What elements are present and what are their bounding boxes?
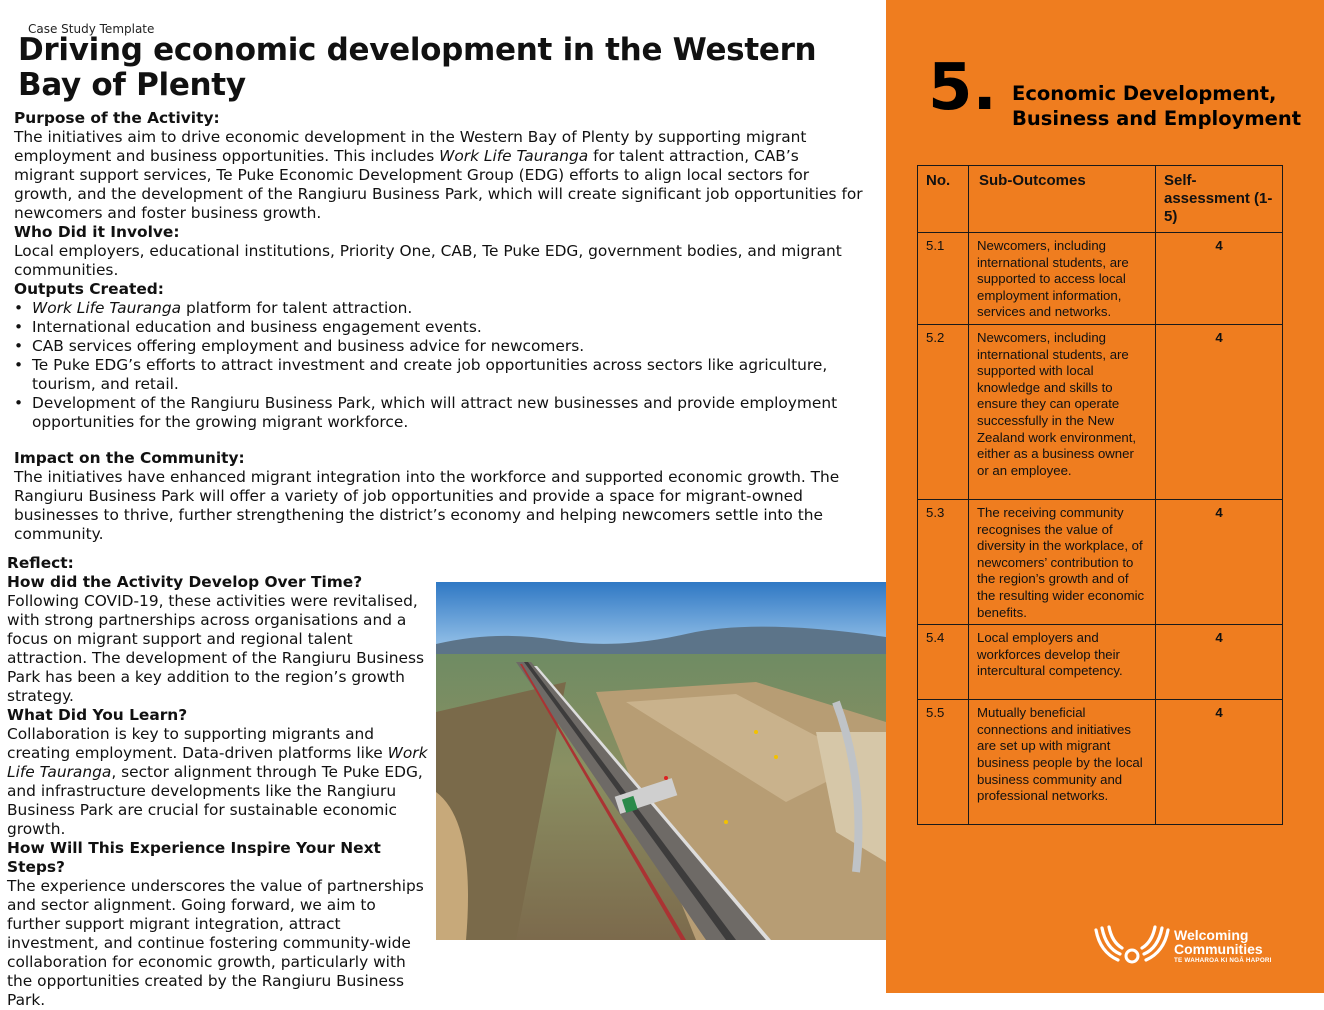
- purpose-heading: Purpose of the Activity:: [14, 109, 220, 127]
- impact-heading: Impact on the Community:: [14, 449, 245, 467]
- reflect-heading: Reflect:: [7, 554, 74, 572]
- outcome-text: Mutually beneficial connections and initiatives are set up with migrant business people by the local business community and professional networks.: [969, 700, 1156, 825]
- business-park-aerial-photo: [436, 582, 886, 940]
- logo-subtitle: TE WAHAROA KI NGĀ HAPORI: [1174, 957, 1272, 964]
- reflect-answer-part: Collaboration is key to supporting migrants and creating employment. Data-driven platforms like: [7, 725, 388, 762]
- table-row: [918, 325, 1283, 500]
- reflect-answer-1: Following COVID-19, these activities were revitalised, with strong partnerships across organisations and a focus on migrant support and regional talent attraction. The development of the Rangiuru Business Park has been a key addition to the region’s growth strategy.: [7, 592, 424, 705]
- reflect-answer-part: , sector alignment through Te Puke EDG, and infrastructure developments like the Rangiuru Business Park are crucial for sustainable economic growth.: [7, 763, 423, 838]
- column-header-sub-outcomes: Sub-Outcomes: [969, 166, 1156, 233]
- welcoming-hands-icon: [1092, 924, 1172, 968]
- reflect-answer-italic: Work Life Tauranga: [7, 744, 428, 781]
- table-row: [918, 233, 1283, 325]
- outcome-number: 5.3: [918, 500, 969, 625]
- outcome-text: The receiving community recognises the value of diversity in the workplace, of newcomers’ contribution to the region’s growth and of the resulting wider economic benefits.: [969, 500, 1156, 625]
- list-item: • Development of the Rangiuru Business Park, which will attract new businesses and provide employment opportunities for the growing migrant workforce.: [14, 394, 864, 432]
- who-text: Local employers, educational institutions, Priority One, CAB, Te Puke EDG, government bodies, and migrant communities.: [14, 242, 842, 279]
- list-item: • Te Puke EDG’s efforts to attract investment and create job opportunities across sectors like agriculture, tourism, and retail.: [14, 356, 864, 394]
- logo-text: [1174, 928, 1272, 965]
- outcome-score: 4: [1156, 625, 1283, 700]
- list-item: • International education and business engagement events.: [14, 318, 864, 337]
- impact-text: The initiatives have enhanced migrant integration into the workforce and supported economic growth. The Rangiuru Business Park will offer a variety of job opportunities and provide a space for migrant-owned businesses to thrive, further strengthening the district’s economy and helping newcomers settle into the community.: [14, 468, 840, 543]
- table-row: [918, 625, 1283, 700]
- outputs-heading: Outputs Created:: [14, 280, 164, 298]
- outcome-text: Newcomers, including international students, are supported with local knowledge and skills to ensure they can operate successfully in the New Zealand work environment, either as a business owner or an employee.: [969, 325, 1156, 500]
- table-row: [918, 500, 1283, 625]
- reflect-question-3: How Will This Experience Inspire Your Next Steps?: [7, 839, 381, 876]
- table-row: [918, 700, 1283, 825]
- section-title: Economic Development, Business and Employment: [1012, 82, 1302, 130]
- outcome-panel: [886, 0, 1324, 993]
- aerial-photo-illustration: [436, 582, 886, 940]
- output-item-text: platform for talent attraction.: [181, 299, 413, 317]
- outcome-number: 5.5: [918, 700, 969, 825]
- column-header-no: No.: [918, 166, 969, 233]
- list-item: [14, 299, 864, 318]
- table-header-row: [918, 166, 1283, 233]
- outcome-number: 5.2: [918, 325, 969, 500]
- purpose-text-part: The initiatives aim to drive economic development in the Western Bay of Plenty by supporting migrant employment and business opportunities. This includes: [14, 128, 807, 165]
- outcome-score: 4: [1156, 233, 1283, 325]
- who-heading: Who Did it Involve:: [14, 223, 180, 241]
- outcome-score: 4: [1156, 500, 1283, 625]
- section-number: 5.: [928, 51, 997, 125]
- sub-outcomes-table: [917, 165, 1283, 825]
- reflect-question-2: What Did You Learn?: [7, 706, 188, 724]
- outcome-text: Newcomers, including international students, are supported to access local employment information, services and networks.: [969, 233, 1156, 325]
- reflect-answer-2: [7, 725, 432, 839]
- outcome-score: 4: [1156, 700, 1283, 825]
- template-label: Case Study Template: [28, 22, 155, 36]
- logo-name-line-1: Welcoming: [1174, 927, 1249, 943]
- outputs-list: [14, 299, 864, 432]
- page-title: Driving economic development in the Western Bay of Plenty: [18, 32, 817, 103]
- column-header-self-assessment: Self-assessment (1-5): [1156, 166, 1283, 233]
- outcome-text: Local employers and workforces develop their intercultural competency.: [969, 625, 1156, 700]
- reflect-question-1: How did the Activity Develop Over Time?: [7, 573, 363, 591]
- outcome-number: 5.1: [918, 233, 969, 325]
- reflect-block: [7, 554, 432, 1010]
- purpose-text: [14, 128, 864, 223]
- purpose-text-italic: Work Life Tauranga: [439, 147, 589, 165]
- output-item-italic: Work Life Tauranga: [32, 299, 182, 317]
- list-item: • CAB services offering employment and business advice for newcomers.: [14, 337, 864, 356]
- logo-name-line-2: Communities: [1174, 941, 1263, 957]
- purpose-text-part: for talent attraction, CAB’s migrant support services, Te Puke Economic Development Group (EDG) efforts to align local sectors for growth, and the development of the Rangiuru Business Park, which will create significant job opportunities for newcomers and foster business growth.: [14, 147, 863, 222]
- welcoming-communities-logo: [1092, 924, 1282, 968]
- outcome-score: 4: [1156, 325, 1283, 500]
- reflect-answer-3: The experience underscores the value of partnerships and sector alignment. Going forward, we aim to further support migrant integration, attract investment, and continue fostering community-wide collaboration for economic growth, particularly with the opportunities created by the Rangiuru Business Park.: [7, 877, 424, 1009]
- outcome-number: 5.4: [918, 625, 969, 700]
- main-text-block: [14, 109, 864, 544]
